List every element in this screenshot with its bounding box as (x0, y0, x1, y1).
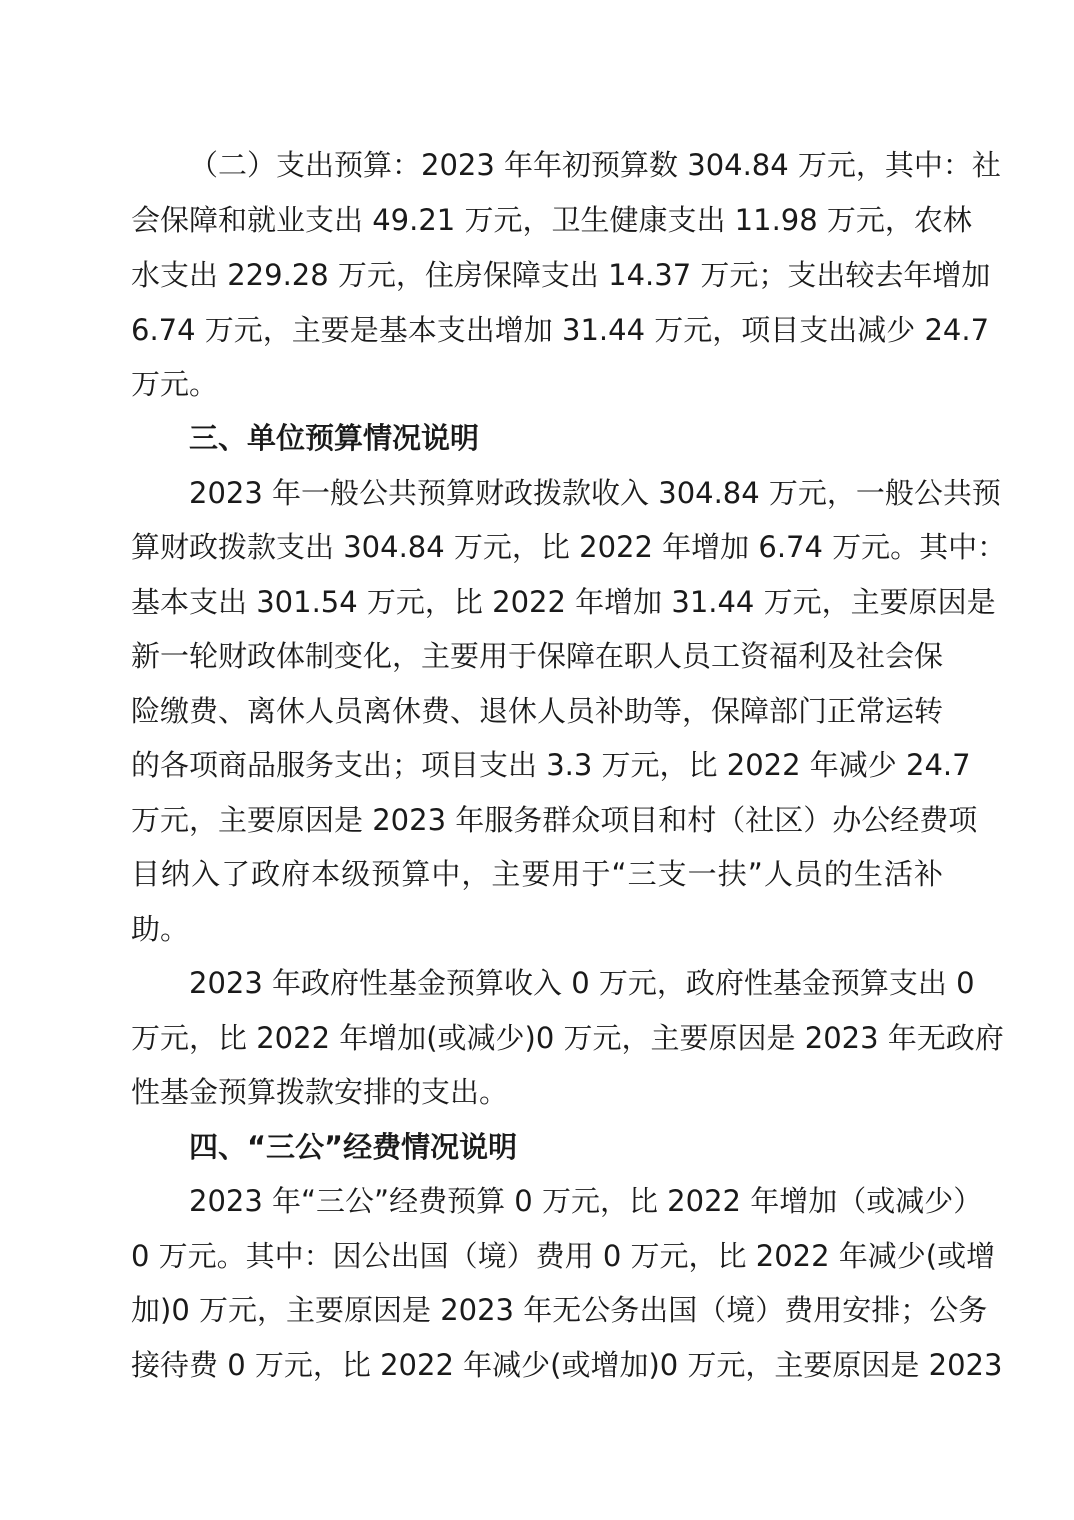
paragraph-line: 6.74 万元，主要是基本支出增加 31.44 万元，项目支出减少 24.7 (131, 313, 990, 347)
paragraph-line: 新一轮财政体制变化，主要用于保障在职人员工资福利及社会保 (131, 639, 944, 673)
paragraph-line: 水支出 229.28 万元，住房保障支出 14.37 万元；支出较去年增加 (131, 258, 991, 292)
paragraph-line: 险缴费、离休人员离休费、退休人员补助等，保障部门正常运转 (131, 694, 944, 728)
section-heading: 三、单位预算情况说明 (189, 421, 480, 455)
paragraph-line: 性基金预算拨款安排的支出。 (131, 1075, 509, 1109)
paragraph-line: 万元。 (131, 367, 219, 401)
paragraph-line: 助。 (131, 912, 190, 946)
paragraph-line: 加)0 万元，主要原因是 2023 年无公务出国（境）费用安排；公务 (131, 1293, 988, 1327)
paragraph-line: 的各项商品服务支出；项目支出 3.3 万元，比 2022 年减少 24.7 (131, 748, 971, 782)
paragraph-line: 目纳入了政府本级预算中，主要用于“三支一扶”人员的生活补 (131, 857, 943, 891)
paragraph-line: 0 万元。其中：因公出国（境）费用 0 万元，比 2022 年减少(或增 (131, 1239, 996, 1273)
section-heading: 四、“三公”经费情况说明 (189, 1130, 518, 1164)
paragraph-line: 会保障和就业支出 49.21 万元，卫生健康支出 11.98 万元，农林 (131, 203, 972, 237)
paragraph-line: 算财政拨款支出 304.84 万元，比 2022 年增加 6.74 万元。其中： (131, 530, 1007, 564)
paragraph-line: 2023 年一般公共预算财政拨款收入 304.84 万元，一般公共预 (189, 476, 1001, 510)
paragraph-line: 2023 年“三公”经费预算 0 万元，比 2022 年增加（或减少） (189, 1184, 983, 1218)
paragraph-line: 基本支出 301.54 万元，比 2022 年增加 31.44 万元，主要原因是 (131, 585, 996, 619)
paragraph-line: 万元，主要原因是 2023 年服务群众项目和村（社区）办公经费项 (131, 803, 978, 837)
paragraph-line: 接待费 0 万元，比 2022 年减少(或增加)0 万元，主要原因是 2023 (131, 1348, 1003, 1382)
paragraph-line: 万元，比 2022 年增加(或减少)0 万元，主要原因是 2023 年无政府 (131, 1021, 1004, 1055)
paragraph-line: 2023 年政府性基金预算收入 0 万元，政府性基金预算支出 0 (189, 966, 975, 1000)
paragraph-line: （二）支出预算：2023 年年初预算数 304.84 万元，其中：社 (189, 148, 1001, 182)
